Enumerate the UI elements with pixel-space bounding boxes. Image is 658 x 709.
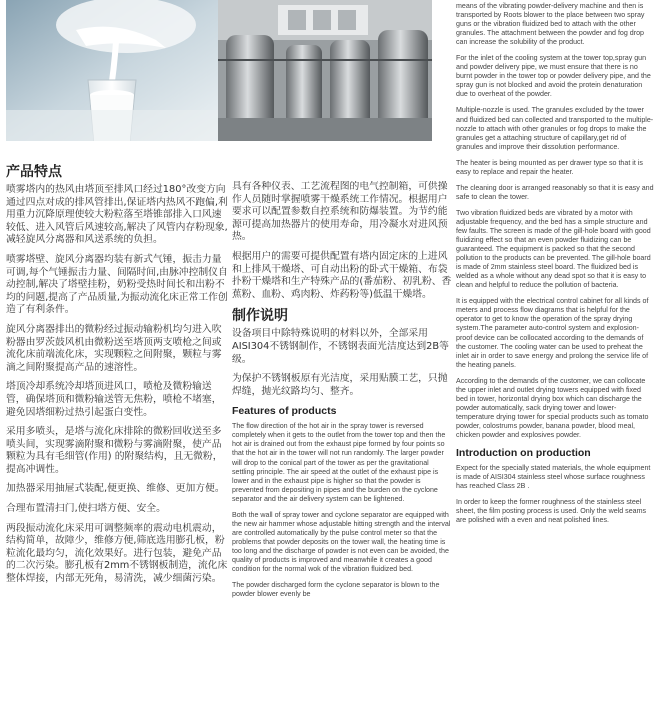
paragraph-zh: 塔顶冷却系统冷却塔顶进风口，喷枪及微粉输送管，确保塔顶和微粉输送管无焦粉，喷枪不堵塞，避免因塔细粉过热引起蛋白变性。: [6, 381, 222, 418]
paragraph-en: The cleaning door is arranged reasonably so that it is easy and safe to clean the tower.: [456, 183, 654, 201]
paragraph-zh: 加热器采用抽屉式装配,便更换、维修、更加方便。: [6, 483, 225, 495]
paragraph-en: Two vibration fluidized beds are vibrated by a motor with adjustable frequency, and the bed has a simple structure and few faults. The screen is made of the gill-hole board with good fluidizing effect so that an even powder fluidizing can be guaranteed. The equipment is packed so that the second pollution to the products can be prevented. The gill-hole board is made of 2mm stainless steel board. The fluidized bed is welded as a whole without any dead spot so that it is easy to clean and helpful to reduce the pollution of bacteria.: [456, 208, 651, 290]
features-heading-en: Features of products: [232, 405, 337, 418]
stainless-tanks-image: [218, 0, 432, 141]
features-heading-zh: 产品特点: [6, 164, 62, 180]
factory-tanks-photo: [218, 0, 432, 141]
paragraph-en: The flow direction of the hot air in the spray tower is reversed completely when it gets to the outlet from the tower top and then the hot air is drained out from the exhaust pipe formed by four points so that the hot air in the tower will not run randomly. The larger powder will drop to the conical part of the tower as per the gravitational settling principle. The air speed at the outlet of the exhaust pipe is lower and in the exhaust pipe is higher so that the powder is prevented from depositing in pipes and the burden on the cyclone separator and the air delivery system can be lightened.: [232, 422, 446, 503]
paragraph-zh: 喷雾塔壁、旋风分离器均装有新式气锤，振击力量可调,每个气锤振击力量、间隔时间,由脉冲控制仪自动控制,解决了塔壁挂粉，奶粉受热时间长和出粉不均的问题,提高了产品质量,为振动流化床正常工作创造了有利条件。: [6, 253, 228, 316]
paragraph-en: Both the wall of spray tower and cyclone separator are equipped with the new air hammer whose adjustable hitting strength and the interval are controlled automatically by the pulse control meter so that the problems that powder deposits on the tower wall, the heating time is too long and the discharge of powder is not even can be avoided, the quality of products is improved and meanwhile it creates a good condition for the normal wok of the vibration fluidized bed.: [232, 510, 451, 574]
paragraph-zh: 旋风分离器排出的微粉经过振动输粉机均匀进入吹粉器由罗茨鼓风机由微粉送至塔顶两支喷枪之间或流化床前端流化床，实现颗粒之间附聚，颗粒与雾滴之间附聚提高产品的速溶性。: [6, 323, 222, 373]
paragraph-en: It is equipped with the electrical control cabinet for all kinds of meters and process flow diagrams that is helpful for the operator to get to know the operation of the spray drying system.The parameter auto-control system and explosion-proof device can be collocated according to the demands of the customer. The cooling water can be used to preheat the inlet air in order to save energy and prolong the service life of the heating panels.: [456, 297, 649, 369]
paragraph-en: Multiple-nozzle is used. The granules excluded by the tower and fluidized bed can collected and transported to the multiple-nozzle to attach with other granules or fog drops to make the granules get a attaching structure of capillary,get rid of granules and improve their dissolution performance.: [456, 106, 654, 151]
paragraph-en: means of the vibrating powder-delivery machine and then is transported by Roots blower to the place between two spray guns or the vibration fluidized bed to attach with the other granules. The attachment between the powder and fog drop can increase the solubility of the product.: [456, 2, 645, 47]
column-chinese-features: [6, 164, 228, 593]
paragraph-zh: 喷雾塔内的热风由塔顶至排风口经过180°改变方向通过四点对成的排风管排出,保证塔内热风不跑偏,利用重力沉降原理使较大粉粒落至塔锥部排入口风速较低、进入风管后风速较高,解决了风管内存粉现象,减轻旋风分离器和风送系统的负担。: [6, 184, 228, 246]
column-middle: [232, 181, 452, 606]
production-heading-en: Introduction on production: [456, 447, 591, 460]
paragraph-zh: 合理布置清扫门,使扫塔方便、安全。: [6, 503, 166, 515]
production-heading-zh: 制作说明: [232, 308, 288, 325]
paragraph-zh: 设备项目中除特殊说明的材料以外，全部采用AISI304不锈钢制作，不锈钢表面光洁度达到2B等级。: [232, 328, 449, 365]
paragraph-en: According to the demands of the customer, we can collocate the upper inlet and outlet drying towers equipped with fixed bed in tower, horizontal drying box which can discharge the powder automatically, sack drying tower and lower-temperature drying tower for special products such as tomato powder, colostrums powder, banana powder, blood meal, chicken powder and explosives powder.: [456, 376, 649, 439]
paragraph-zh: 为保护不锈钢板原有光洁度，采用贴膜工艺，只抛焊缝，抛光纹路均匀、整齐。: [232, 373, 448, 397]
paragraph-en: In order to keep the former roughness of the stainless steel sheet, the film posting process is used. Only the weld seams are polished with a even and neat polished lines.: [456, 498, 647, 525]
paragraph-en: Expect for the specially stated materials, the whole equipment is made of AISI304 stainless steel whose surface roughness has reached Class 2B .: [456, 464, 651, 491]
paragraph-zh: 采用多喷头，是塔与流化床排除的微粉回收送至多喷头间，实现雾滴附聚和微粉与雾滴附聚，使产品颗粒为具有毛细管(作用) 的附聚结构，且无微粉，提高冲调性。: [6, 426, 223, 475]
paragraph-en: The powder discharged form the cyclone separator is blown to the powder blower evenly be: [232, 581, 440, 599]
paragraph-en: For the inlet of the cooling system at the tower top,spray gun and powder delivery pipe, we must ensure that there is no burnt powder in the tower top or powder delivery pipe, and the spray gun is not blocked and avoid the protein denaturation due to overheat of the powder.: [456, 54, 651, 99]
paragraph-en: The heater is being mounted as per drawer type so that it is easy to replace and repair the heater.: [456, 158, 643, 176]
column-english: [456, 2, 654, 532]
milk-pouring-photo: [6, 0, 225, 141]
paragraph-zh: 具有各种仪表、工艺流程图的电气控制箱，可供操作人员随时掌握喷雾干燥系统工作情况。根据用户要求可以配置参数自控系统和防爆装置。为节约能源可提高加热器片的使用寿命，用冷凝水对进风预热。: [232, 181, 448, 243]
milk-glass-image: [6, 0, 225, 141]
paragraph-zh: 根据用户的需要可提供配置有塔内固定床的上进风和上排风干燥塔、可自动出粉的卧式干燥箱、布袋扑粉干燥塔和生产特殊产品的(番茄粉、初乳粉、香蕉粉、血粉、鸡肉粉、炸药粉等)低温干燥塔。: [232, 250, 452, 300]
paragraph-zh: 两段振动流化床采用可调整频率的震动电机震动，结构简单，故障少，维修方便,筛底选用膨孔板，粉粒流化最均匀，流化效果好。进行包装，避免产品的二次污染。膨孔板有2mm不锈钢板制造，流化床整体焊接，内部无死角，易清洗，减少细菌污染。: [6, 522, 228, 585]
